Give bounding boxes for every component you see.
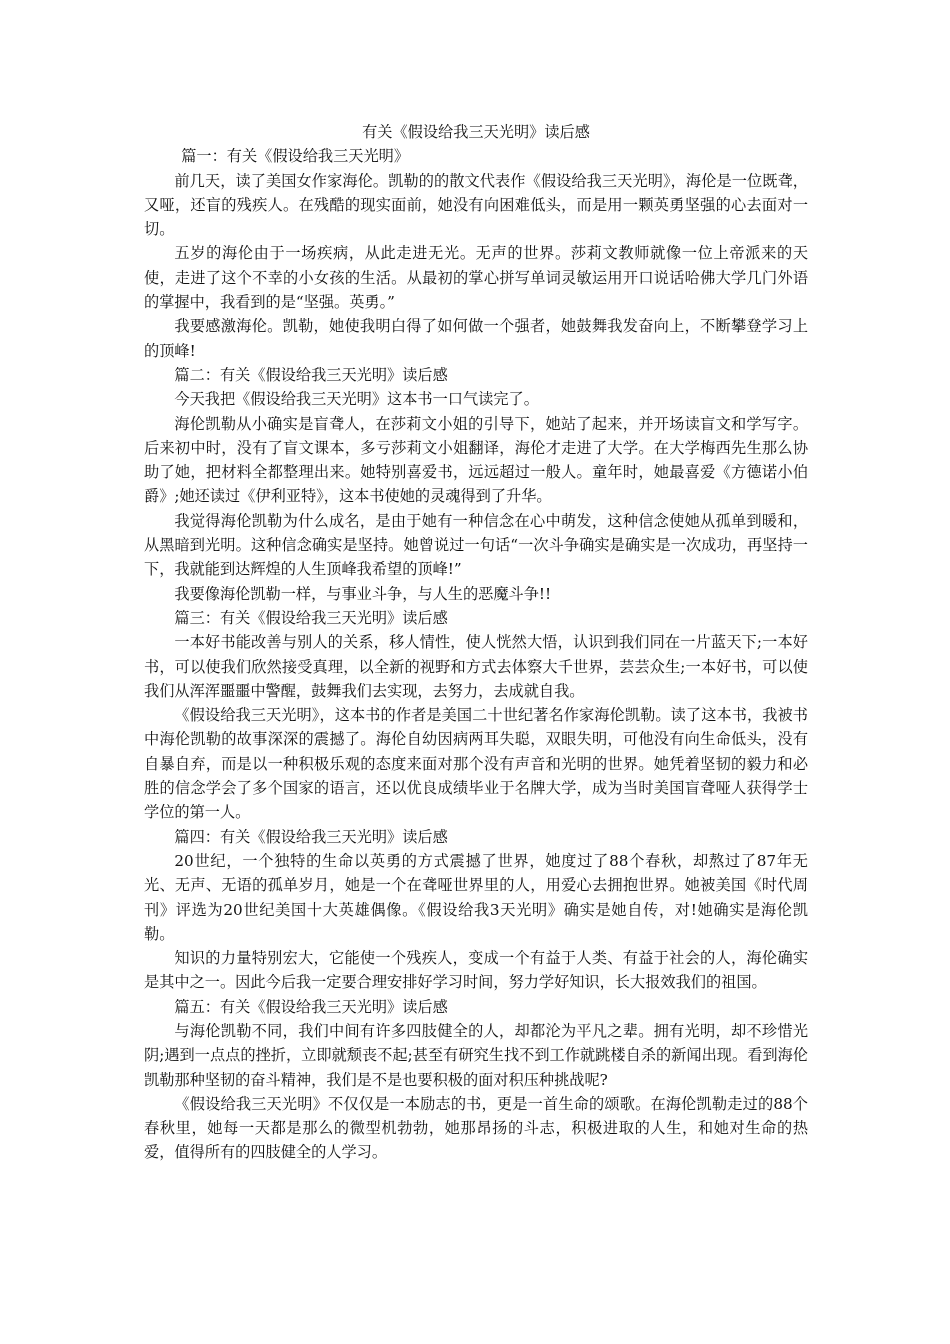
document-page: [144, 120, 808, 1165]
paragraph: 我要感激海伦。凯勒，她使我明白得了如何做一个强者，她鼓舞我发奋向上，不断攀登学习上的顶峰!: [144, 317, 808, 360]
paragraph: 《假设给我三天光明》，这本书的作者是美国二十世纪著名作家海伦凯勒。读了这本书，我被书中海伦凯勒的故事深深的震撼了。海伦自幼因病两耳失聪，双眼失明，可他没有向生命低头，没有自暴自弃，而是以一种积极乐观的态度来面对那个没有声音和光明的世界。她凭着坚韧的毅力和必胜的信念学会了多个国家的语言，还以优良成绩毕业于名牌大学，成为当时美国盲聋哑人获得学士学位的第一人。: [144, 706, 808, 822]
paragraph: 海伦凯勒从小确实是盲聋人，在莎莉文小姐的引导下，她站了起来，并开场读盲文和学写字。后来初中时，没有了盲文课本，多亏莎莉文小姐翻译，海伦才走进了大学。在大学梅西先生那么协助了她，把材料全都整理出来。她特别喜爱书，远远超过一般人。童年时，她最喜爱《方德诺小伯爵》;她还读过《伊利亚特》，这本书使她的灵魂得到了升华。: [144, 414, 808, 506]
paragraph: 前几天，读了美国女作家海伦。凯勒的的散文代表作《假设给我三天光明》，海伦是一位既聋，又哑，还盲的残疾人。在残酷的现实面前，她没有向困难低头，而是用一颗英勇坚强的心去面对一切。: [144, 171, 808, 239]
document-title: 有关《假设给我三天光明》读后感: [362, 123, 590, 141]
paragraph: 一本好书能改善与别人的关系，移人情性，使人恍然大悟，认识到我们同在一片蓝天下;一本好书，可以使我们欣然接受真理，以全新的视野和方式去体察大千世界，芸芸众生;一本好书，可以使我们从浑浑噩噩中警醒，鼓舞我们去实现，去努力，去成就自我。: [144, 633, 808, 700]
paragraph: 今天我把《假设给我三天光明》这本书一口气读完了。: [174, 390, 539, 409]
paragraph: 我要像海伦凯勒一样，与事业斗争，与人生的恶魔斗争!!: [174, 584, 552, 603]
paragraph: 五岁的海伦由于一场疾病，从此走进无光。无声的世界。莎莉文教师就像一位上帝派来的天使，走进了这个不幸的小女孩的生活。从最初的掌心拼写单词灵敏运用开口说话哈佛大学几门外语的掌握中，我看到的是“坚强。英勇。”: [144, 244, 808, 312]
section-heading-3: 篇三：有关《假设给我三天光明》读后感: [174, 608, 448, 627]
paragraph: 《假设给我三天光明》不仅仅是一本励志的书，更是一首生命的颂歌。在海伦凯勒走过的88个春秋里，她每一天都是那么的微型机勃勃，她那昂扬的斗志，积极进取的人生，和她对生命的热爱，值得所有的四肢健全的人学习。: [144, 1094, 808, 1162]
paragraph: 与海伦凯勒不同，我们中间有许多四肢健全的人，却都沦为平凡之辈。拥有光明，却不珍惜光阴;遇到一点点的挫折，立即就颓丧不起;甚至有研究生找不到工作就跳楼自杀的新闻出现。看到海伦凯勒那种坚韧的奋斗精神，我们是不是也要积极的面对积压种挑战呢?: [144, 1021, 808, 1089]
section-heading-5: 篇五：有关《假设给我三天光明》读后感: [174, 997, 448, 1016]
section-heading-2: 篇二：有关《假设给我三天光明》读后感: [174, 365, 448, 384]
section-heading-1: 篇一：有关《假设给我三天光明》: [181, 147, 410, 166]
paragraph: 知识的力量特别宏大，它能使一个残疾人，变成一个有益于人类、有益于社会的人，海伦确实是其中之一。因此今后我一定要合理安排好学习时间，努力学好知识，长大报效我们的祖国。: [144, 949, 808, 992]
paragraph: 我觉得海伦凯勒为什么成名，是由于她有一种信念在心中萌发，这种信念使她从孤单到暖和，从黑暗到光明。这种信念确实是坚持。她曾说过一句话“一次斗争确实是确实是一次成功，再坚持一下，我就能到达辉煌的人生顶峰我希望的顶峰!”: [144, 511, 808, 579]
section-heading-4: 篇四：有关《假设给我三天光明》读后感: [174, 827, 448, 846]
paragraph: 20世纪，一个独特的生命以英勇的方式震撼了世界，她度过了88个春秋，却熬过了87年无光、无声、无语的孤单岁月，她是一个在聋哑世界里的人，用爱心去拥抱世界。她被美国《时代周刊》评选为20世纪美国十大英雄偶像。《假设给我3天光明》确实是她自传，对!她确实是海伦凯勒。: [144, 851, 808, 943]
